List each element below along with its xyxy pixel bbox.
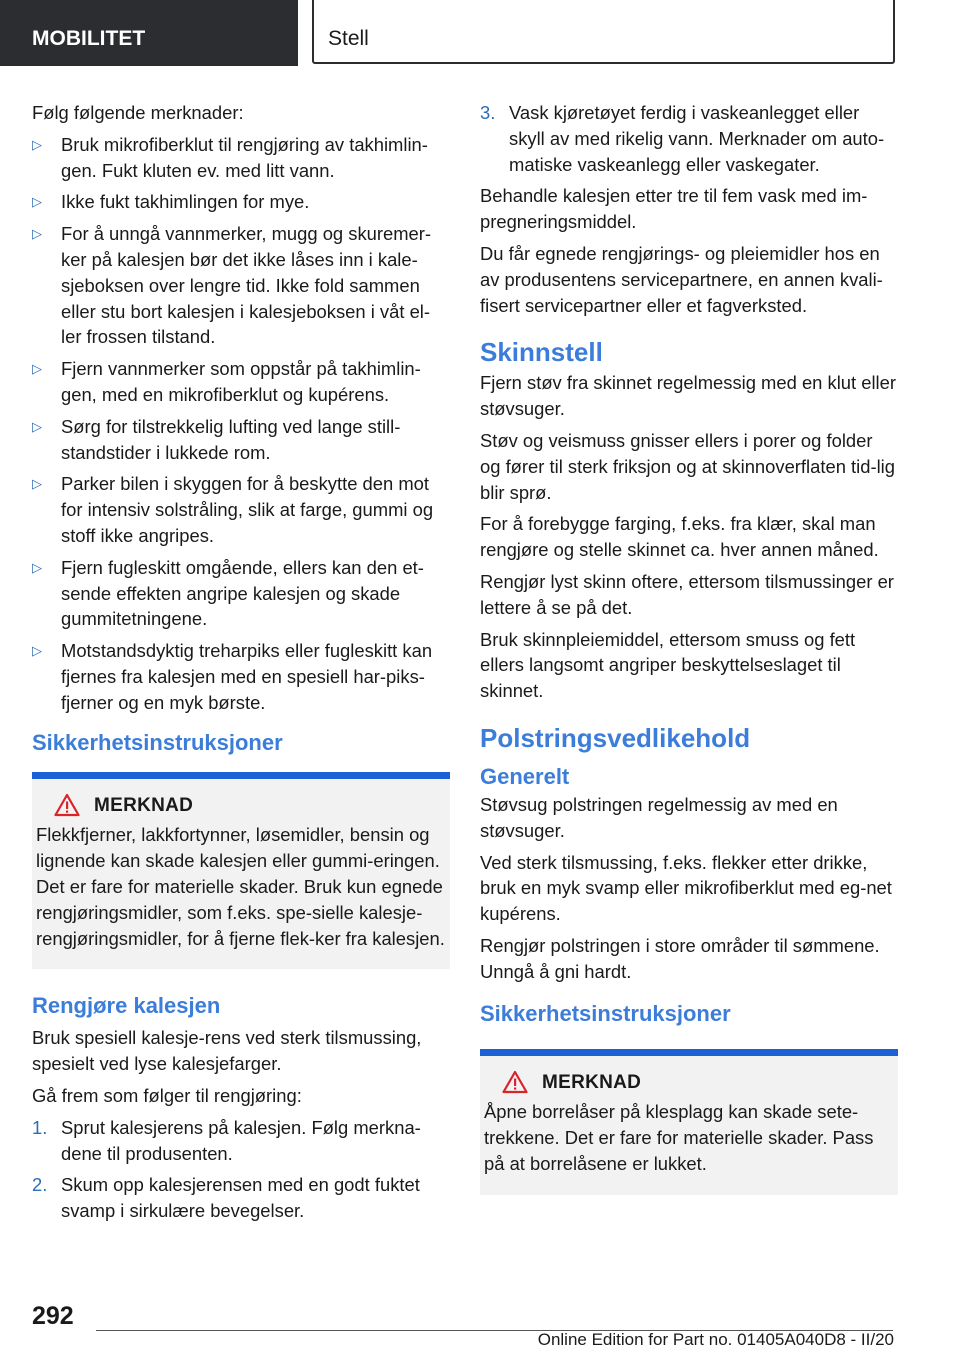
list-item — [32, 1172, 450, 1224]
list-item — [32, 356, 450, 408]
notice-box — [480, 1049, 898, 1195]
list-item — [32, 1115, 450, 1167]
paragraph: Rengjør lyst skinn oftere, ettersom tilsmussinger er lettere å se på det. — [480, 570, 894, 618]
list-item-text: Fjern fugleskitt omgående, ellers kan den et-sende effekten angripe kalesjen og skade gummitetningene. — [61, 556, 424, 630]
list-item-text: Motstandsdyktig treharpiks eller fugleskitt kan fjernes fra kalesjen med en spesiell har-piks-fjerner og en myk børste. — [61, 640, 433, 713]
step-text: Skum opp kalesjerensen med en godt fuktet svamp i sirkulære bevegelser. — [61, 1174, 420, 1222]
list-item-text: Ikke fukt takhimlingen for mye. — [61, 191, 310, 213]
notice-text: Åpne borrelåser på klesplagg kan skade sete-trekkene. Det er fare for materielle skader. Pass på at borrelåsene er lukket. — [484, 1101, 874, 1174]
warning-triangle-icon — [502, 1070, 528, 1094]
paragraph: Støv og veismuss gnisser ellers i porer og folder og fører til sterk friksjon og at skinnoverflaten tid-lig blir sprø. — [480, 429, 895, 503]
left-column — [32, 100, 450, 1230]
paragraph: Bruk skinnpleiemiddel, ettersom smuss og fett ellers langsomt angriper beskyttelseslaget til skinnet. — [480, 628, 856, 702]
page-footer — [0, 1300, 960, 1362]
triangle-bullet-icon: ▷ — [32, 194, 42, 210]
paragraph: For å forebygge farging, f.eks. fra klær, skal man rengjøre og stelle skinnet ca. hver annen måned. — [480, 513, 879, 561]
notice-box — [32, 772, 450, 970]
list-item-text: For å unngå vannmerker, mugg og skuremer-ker på kalesjen bør det ikke låses inn i kale-sjeboksen over lengre tid. Ikke fold sammen eller stu bort kalesjen i kalesjeboksen i våt el-ler frossen tilstand. — [61, 223, 432, 348]
chapter-tab: Stell — [312, 0, 895, 64]
list-item — [480, 100, 898, 177]
step-text: Sprut kalesjerens på kalesjen. Følg merkna-dene til produsenten. — [61, 1116, 421, 1164]
triangle-bullet-icon: ▷ — [32, 361, 42, 377]
right-column — [480, 100, 898, 1195]
step-text: Vask kjøretøyet ferdig i vaskeanlegget eller skyll av med rikelig vann. Merknader om auto-matiske vaskeanlegg eller vaskegater. — [509, 102, 885, 175]
list-item — [32, 638, 450, 715]
notice-title: MERKNAD — [542, 1071, 642, 1093]
page-header — [0, 0, 960, 66]
general-heading: Generelt — [480, 763, 570, 789]
notice-text: Flekkfjerner, lakkfortynner, løsemidler, bensin og lignende kan skade kalesjen eller gummi-eringen. Det er fare for materielle skader. Bruk kun egnede rengjøringsmidler, som f.eks. spe-sielle kalesje-rengjøringsmidler, for å fjerne flek-ker fra kalesjen. — [36, 824, 445, 949]
paragraph: Fjern støv fra skinnet regelmessig med en klut eller støvsuger. — [480, 372, 896, 420]
upholstery-heading: Polstringsvedlikehold — [480, 722, 751, 753]
paragraph: Ved sterk tilsmussing, f.eks. flekker etter drikke, bruk en myk svamp eller mikrofiberklut med eg-net kupérens. — [480, 851, 892, 925]
list-item — [32, 221, 450, 350]
list-item-text: Sørg for tilstrekkelig lufting ved lange still-standstider i lukkede rom. — [61, 415, 401, 463]
triangle-bullet-icon: ▷ — [32, 418, 42, 434]
safety-heading: Sikkerhetsinstruksjoner — [480, 1000, 731, 1026]
triangle-bullet-icon: ▷ — [32, 476, 42, 492]
notice-title: MERKNAD — [94, 794, 194, 816]
paragraph: Gå frem som følger til rengjøring: — [32, 1084, 302, 1106]
list-item — [32, 555, 450, 632]
list-item — [32, 189, 450, 215]
triangle-bullet-icon: ▷ — [32, 226, 42, 242]
paragraph: Behandle kalesjen etter tre til fem vask med im-pregneringsmiddel. — [480, 185, 868, 233]
numbered-list — [480, 100, 898, 177]
triangle-bullet-icon: ▷ — [32, 136, 42, 152]
warning-triangle-icon — [54, 793, 80, 817]
step-number: 3. — [480, 102, 496, 123]
edition-text: Online Edition for Part no. 01405A040D8 - II/20 — [537, 1330, 894, 1349]
paragraph: Rengjør polstringen i store områder til sømmene. Unngå å gni hardt. — [480, 934, 880, 982]
list-item-text: Bruk mikrofiberklut til rengjøring av takhimlin-gen. Fukt kluten ev. med litt vann. — [61, 133, 428, 181]
bullet-list — [32, 132, 450, 716]
paragraph: Du får egnede rengjørings- og pleiemidler hos en av produsentens servicepartnere, en annen kvali-fisert servicepartner eller et fagverksted. — [480, 242, 883, 316]
intro-text: Følg følgende merknader: — [32, 102, 244, 123]
triangle-bullet-icon: ▷ — [32, 559, 42, 575]
section-tab: MOBILITET — [0, 0, 298, 66]
list-item-text: Parker bilen i skyggen for å beskytte den mot for intensiv solstråling, slik at farge, gummi og stoff ikke angripes. — [61, 473, 434, 546]
safety-heading: Sikkerhetsinstruksjoner — [32, 729, 283, 755]
triangle-bullet-icon: ▷ — [32, 643, 42, 659]
clean-heading: Rengjøre kalesjen — [32, 993, 221, 1019]
list-item — [32, 414, 450, 466]
paragraph: Bruk spesiell kalesje-rens ved sterk tilsmussing, spesielt ved lyse kalesjefarger. — [32, 1027, 422, 1075]
numbered-list — [32, 1115, 450, 1224]
page-number: 292 — [32, 1302, 74, 1330]
list-item — [32, 132, 450, 184]
notice-header — [502, 1070, 894, 1096]
step-number: 1. — [32, 1116, 48, 1138]
list-item-text: Fjern vannmerker som oppstår på takhimlin-gen, med en mikrofiberklut og kupérens. — [61, 358, 421, 405]
paragraph: Støvsug polstringen regelmessig av med en støvsuger. — [480, 793, 838, 841]
list-item — [32, 471, 450, 548]
notice-header — [54, 793, 446, 819]
skin-heading: Skinnstell — [480, 337, 603, 368]
step-number: 2. — [32, 1174, 48, 1196]
